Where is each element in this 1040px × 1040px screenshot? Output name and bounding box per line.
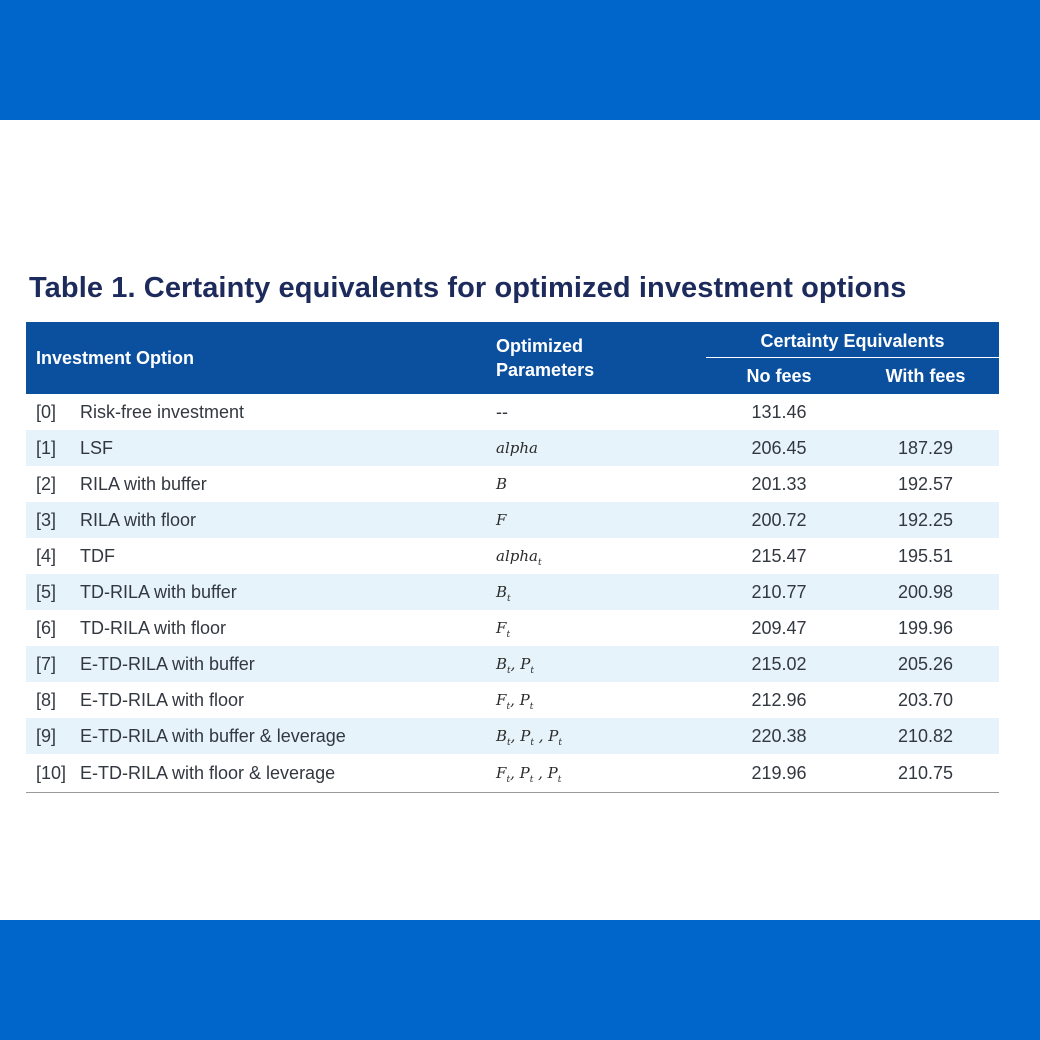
row-parameters: [496, 430, 706, 466]
row-index: [1]: [26, 430, 80, 466]
parameter-separator: ,: [533, 764, 548, 782]
parameter-separator: ,: [510, 655, 521, 673]
parameter-symbol: alpha: [496, 547, 538, 565]
bottom-banner: [0, 920, 1040, 1040]
parameter-symbol: F: [496, 619, 507, 637]
table-row: [26, 646, 999, 682]
row-no-fees: 200.72: [706, 502, 852, 538]
parameter-separator: ,: [510, 691, 520, 709]
table-row: [26, 574, 999, 610]
row-no-fees: 215.47: [751, 545, 807, 566]
header-certainty-equivalents-label: Certainty Equivalents: [706, 331, 999, 358]
row-option: TD-RILA with floor: [80, 617, 227, 638]
table-row: [26, 502, 999, 538]
parameter-separator: ,: [533, 727, 549, 745]
parameter-symbol: B: [496, 475, 508, 493]
row-parameters: [496, 502, 706, 538]
row-with-fees: 192.25: [852, 502, 999, 538]
parameter-subscript: t: [530, 738, 534, 748]
row-with-fees: 205.26: [852, 646, 999, 682]
row-index: [8]: [36, 689, 57, 710]
row-index: [4]: [36, 545, 57, 566]
parameter-symbol: P: [520, 727, 531, 745]
row-with-fees: [852, 394, 999, 430]
parameter-subscript: t: [507, 738, 511, 748]
row-option: E-TD-RILA with buffer & leverage: [80, 718, 496, 754]
parameter-symbol: P: [519, 691, 530, 709]
parameter-symbol: F: [496, 691, 507, 709]
table-row: [26, 394, 999, 430]
row-index: [5]: [26, 574, 80, 610]
row-option: LSF: [80, 430, 496, 466]
row-with-fees: 210.82: [852, 718, 999, 754]
row-option: TDF: [80, 545, 115, 566]
row-no-fees: 212.96: [751, 689, 807, 710]
parameter-subscript: t: [529, 775, 534, 785]
row-with-fees: 210.75: [852, 754, 999, 793]
row-with-fees: 200.98: [852, 574, 999, 610]
row-with-fees: 192.57: [897, 473, 954, 494]
row-parameters: [496, 682, 706, 718]
row-option: Risk-free investment: [80, 401, 245, 422]
row-with-fees: 199.96: [897, 617, 954, 638]
parameter-subscript: t: [530, 666, 534, 676]
row-no-fees: 220.38: [706, 718, 852, 754]
parameter-subscript: t: [537, 558, 542, 568]
row-index: [7]: [26, 646, 80, 682]
header-investment-option: Investment Option: [26, 322, 496, 394]
parameter-symbol: P: [548, 727, 559, 745]
parameter-separator: ,: [510, 764, 520, 782]
row-no-fees: 210.77: [706, 574, 852, 610]
row-with-fees: 203.70: [897, 689, 954, 710]
row-index: [6]: [36, 617, 57, 638]
row-option: RILA with floor: [80, 502, 496, 538]
parameter-symbol: B: [496, 727, 508, 745]
parameter-subscript: t: [507, 666, 511, 676]
row-parameters: [496, 718, 706, 754]
row-no-fees: 131.46: [751, 401, 807, 422]
row-no-fees: 201.33: [751, 473, 807, 494]
header-optimized-parameters-line2: Parameters: [496, 360, 595, 380]
row-index: [9]: [26, 718, 80, 754]
certainty-equivalents-table: [26, 322, 999, 793]
header-no-fees: No fees: [706, 358, 852, 394]
row-parameters: [496, 466, 706, 502]
row-option: E-TD-RILA with buffer: [80, 646, 496, 682]
row-index: [3]: [26, 502, 80, 538]
table-row: [26, 430, 999, 466]
row-index: [10]: [26, 754, 80, 793]
row-no-fees: 206.45: [706, 430, 852, 466]
row-option: RILA with buffer: [80, 473, 207, 494]
parameter-subscript: t: [507, 594, 511, 604]
table-body: [26, 394, 999, 793]
parameter-symbol: P: [547, 764, 558, 782]
row-parameters: [496, 538, 706, 574]
table-row: [26, 466, 999, 502]
parameter-placeholder: --: [496, 401, 509, 422]
row-option: E-TD-RILA with floor & leverage: [80, 754, 496, 793]
parameter-separator: ,: [510, 727, 521, 745]
row-no-fees: 209.47: [751, 617, 807, 638]
row-parameters: [496, 754, 706, 793]
row-parameters: [496, 394, 706, 430]
row-parameters: [496, 646, 706, 682]
header-with-fees: With fees: [852, 358, 999, 394]
row-no-fees: 219.96: [706, 754, 852, 793]
table-row: [26, 754, 999, 793]
parameter-subscript: t: [506, 630, 511, 640]
parameter-subscript: t: [506, 702, 511, 712]
row-with-fees: 187.29: [852, 430, 999, 466]
top-banner: [0, 0, 1040, 120]
parameter-symbol: P: [520, 655, 531, 673]
parameter-subscript: t: [529, 702, 534, 712]
row-parameters: [496, 610, 706, 646]
parameter-subscript: t: [558, 738, 562, 748]
row-parameters: [496, 574, 706, 610]
table-row: [26, 682, 999, 718]
parameter-symbol: B: [496, 655, 508, 673]
row-index: [0]: [36, 401, 57, 422]
parameter-symbol: P: [519, 764, 530, 782]
row-with-fees: 195.51: [897, 545, 954, 566]
parameter-symbol: B: [496, 583, 508, 601]
header-optimized-parameters-line1: Optimized: [496, 336, 584, 356]
table-row: [26, 538, 999, 574]
parameter-symbol: alpha: [496, 439, 538, 457]
parameter-subscript: t: [557, 775, 562, 785]
row-index: [2]: [36, 473, 57, 494]
parameter-subscript: t: [506, 775, 511, 785]
table-title: Table 1. Certainty equivalents for optimized investment options: [29, 272, 907, 304]
header-certainty-equivalents: [706, 322, 999, 358]
row-no-fees: 215.02: [706, 646, 852, 682]
header-row-primary: [26, 322, 999, 358]
header-optimized-parameters: [496, 322, 706, 394]
row-option: TD-RILA with buffer: [80, 574, 496, 610]
row-option: E-TD-RILA with floor: [80, 689, 245, 710]
parameter-symbol: F: [496, 764, 507, 782]
table-row: [26, 718, 999, 754]
parameter-symbol: F: [496, 511, 507, 529]
table-row: [26, 610, 999, 646]
